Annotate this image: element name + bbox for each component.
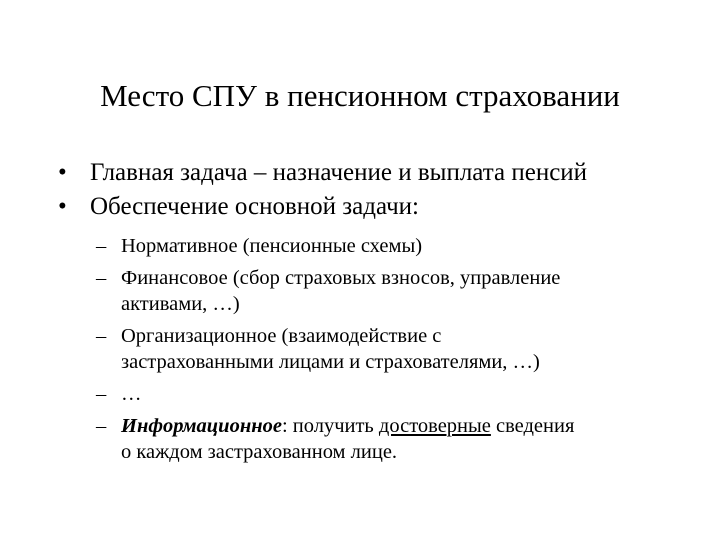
bullet-text: Обеспечение основной задачи: xyxy=(90,193,419,220)
underlined-text: достоверные xyxy=(378,415,491,437)
sub-item-text: Нормативное (пенсионные схемы) xyxy=(121,235,423,257)
sub-item-text-line2: активами, …) xyxy=(121,293,240,315)
dash-icon: – xyxy=(96,383,107,405)
dash-icon: – xyxy=(96,325,107,347)
emphasis-text: Информационное xyxy=(121,415,282,437)
sub-item-informational xyxy=(54,413,674,465)
plain-text: : получить xyxy=(281,415,379,437)
sub-item-financial xyxy=(54,265,674,317)
bullet-text: Главная задача – назначение и выплата пенсий xyxy=(90,159,588,186)
sub-item-text-line1: Организационное (взаимодействие с xyxy=(121,325,442,347)
bullet-icon: • xyxy=(58,193,67,220)
dash-icon: – xyxy=(96,267,107,289)
bullet-item-main-task xyxy=(54,156,674,190)
sub-item-text-line1 xyxy=(121,413,674,439)
slide-body xyxy=(54,156,674,471)
sub-item-normative xyxy=(54,233,674,259)
sub-item-text-line2: застрахованными лицами и страхователями, …) xyxy=(121,351,540,373)
plain-text: сведения xyxy=(490,415,575,437)
sub-item-text-line2: о каждом застрахованном лице. xyxy=(121,441,398,463)
sub-item-text: … xyxy=(121,383,142,405)
sub-item-organizational xyxy=(54,323,674,375)
dash-icon: – xyxy=(96,235,107,257)
slide-title: Место СПУ в пенсионном страховании xyxy=(100,78,620,113)
bullet-item-support xyxy=(54,190,674,224)
sub-item-ellipsis xyxy=(54,381,674,407)
sub-list xyxy=(54,233,674,465)
sub-item-text-line1: Финансовое (сбор страховых взносов, управление xyxy=(121,267,561,289)
bullet-icon: • xyxy=(58,159,67,186)
dash-icon: – xyxy=(96,415,107,437)
